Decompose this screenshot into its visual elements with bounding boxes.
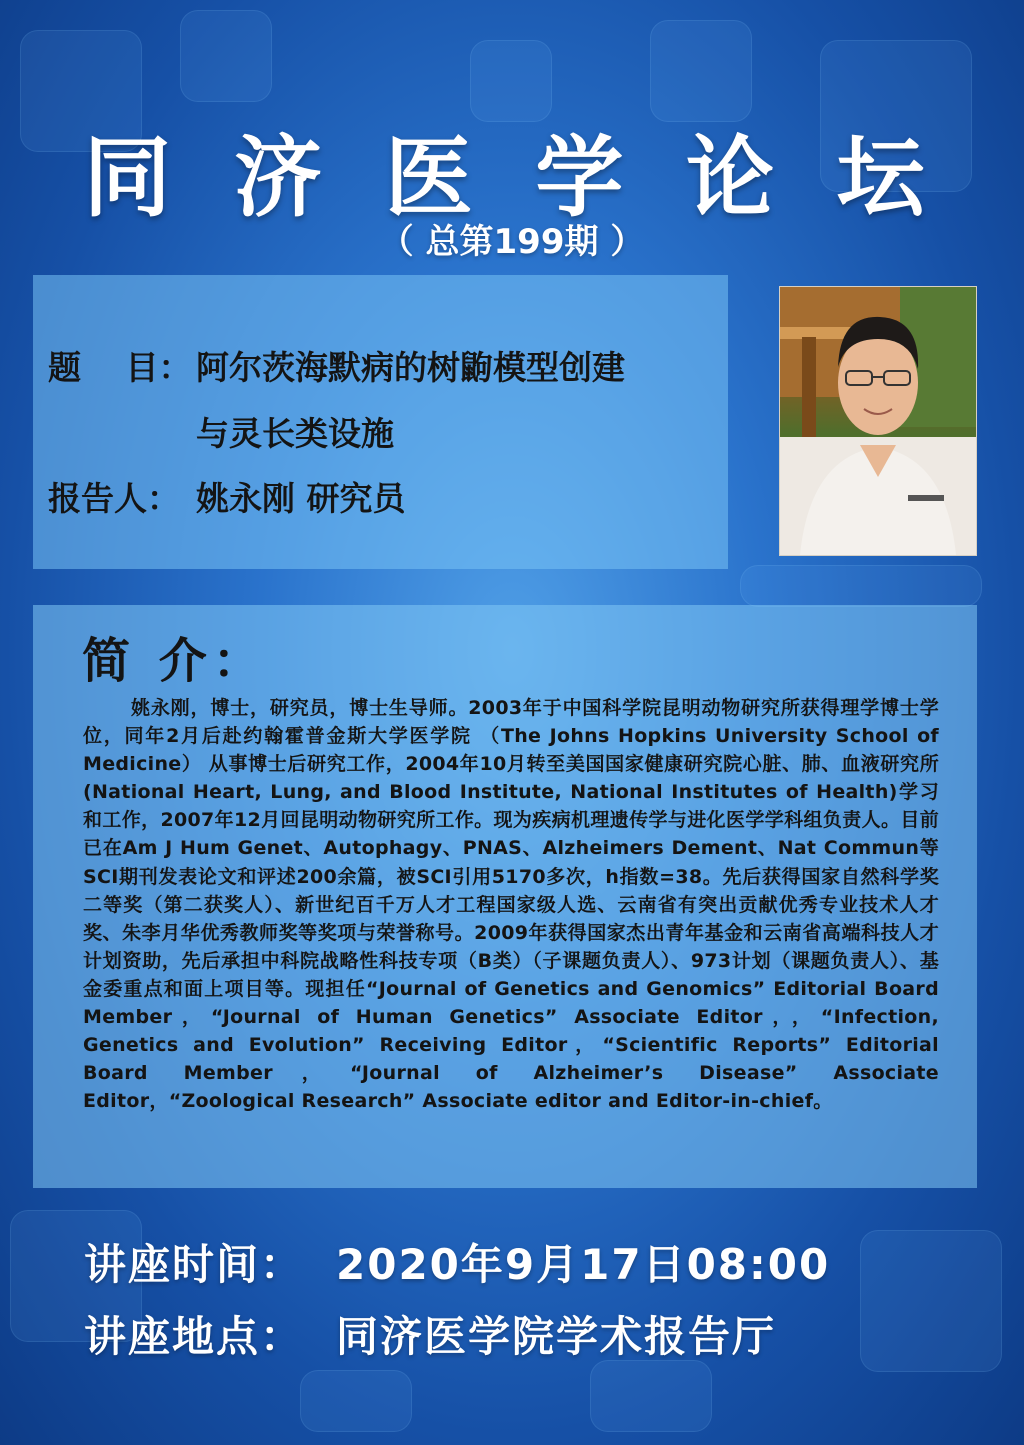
lecture-place-value: 同济医学院学术报告厅 [336, 1312, 777, 1361]
speaker-label: 报告人： [48, 479, 180, 518]
bio-heading: 简 介： [82, 633, 267, 689]
lecture-time-label: 讲座时间： [84, 1240, 305, 1289]
bio-text: 姚永刚，博士，研究员，博士生导师。2003年于中国科学院昆明动物研究所获得理学博士学位，同年2月后赴约翰霍普金斯大学医学院 （The Johns Hopkins University School of Medicine） 从事博士后研究工作，2004年10月转至美国国家健康研究院心脏、肺、血液研究所(National Heart, Lung, and Blood Institute, National Institutes of Health)学习和工作，2007年12月回昆明动物研究所工作。现为疾病机理遗传学与进化医学学科组负责人。目前已在Am J Hum Genet、Autophagy、PNAS、Alzheimers Dement、Nat Commun等SCI期刊发表论文和评述200余篇，被SCI引用5170多次，h指数=38。先后获得国家自然科学奖二等奖（第二获奖人）、新世纪百千万人才工程国家级人选、云南省有突出贡献优秀专业技术人才奖、朱李月华优秀教师奖等奖项与荣誉称号。2009年获得国家杰出青年基金和云南省高端科技人才计划资助，先后承担中科院战略性科技专项（B类）（子课题负责人）、973计划（课题负责人）、基金委重点和面上项目等。现担任“Journal of Genetics and Genomics” Editorial Board Member，“Journal of Human Genetics” Associate Editor，，“Infection, Genetics and Evolution” Receiving Editor，“Scientific Reports” Editorial Board Member，“Journal of Alzheimer’s Disease” Associate Editor，“Zoological Research” Associate editor and Editor-in-chief。 [83, 697, 939, 1113]
topic-label: 题 目： [48, 348, 192, 387]
page-title: 同 济 医 学 论 坛 [83, 126, 941, 229]
background-tile [590, 1360, 712, 1432]
lecture-time-value: 2020年9月17日08:00 [336, 1240, 831, 1289]
lecture-place-label: 讲座地点： [84, 1312, 305, 1361]
issue-number: （ 总第199期 ） [379, 222, 645, 262]
background-tile [300, 1370, 412, 1432]
background-tile [650, 20, 752, 122]
topic-line-2: 与灵长类设施 [196, 414, 394, 453]
speaker-name: 姚永刚 研究员 [196, 479, 406, 518]
background-tile [740, 565, 982, 607]
speaker-photo [779, 286, 977, 556]
topic-line-1: 阿尔茨海默病的树鼩模型创建 [196, 348, 625, 387]
background-tile [860, 1230, 1002, 1372]
background-tile [180, 10, 272, 102]
